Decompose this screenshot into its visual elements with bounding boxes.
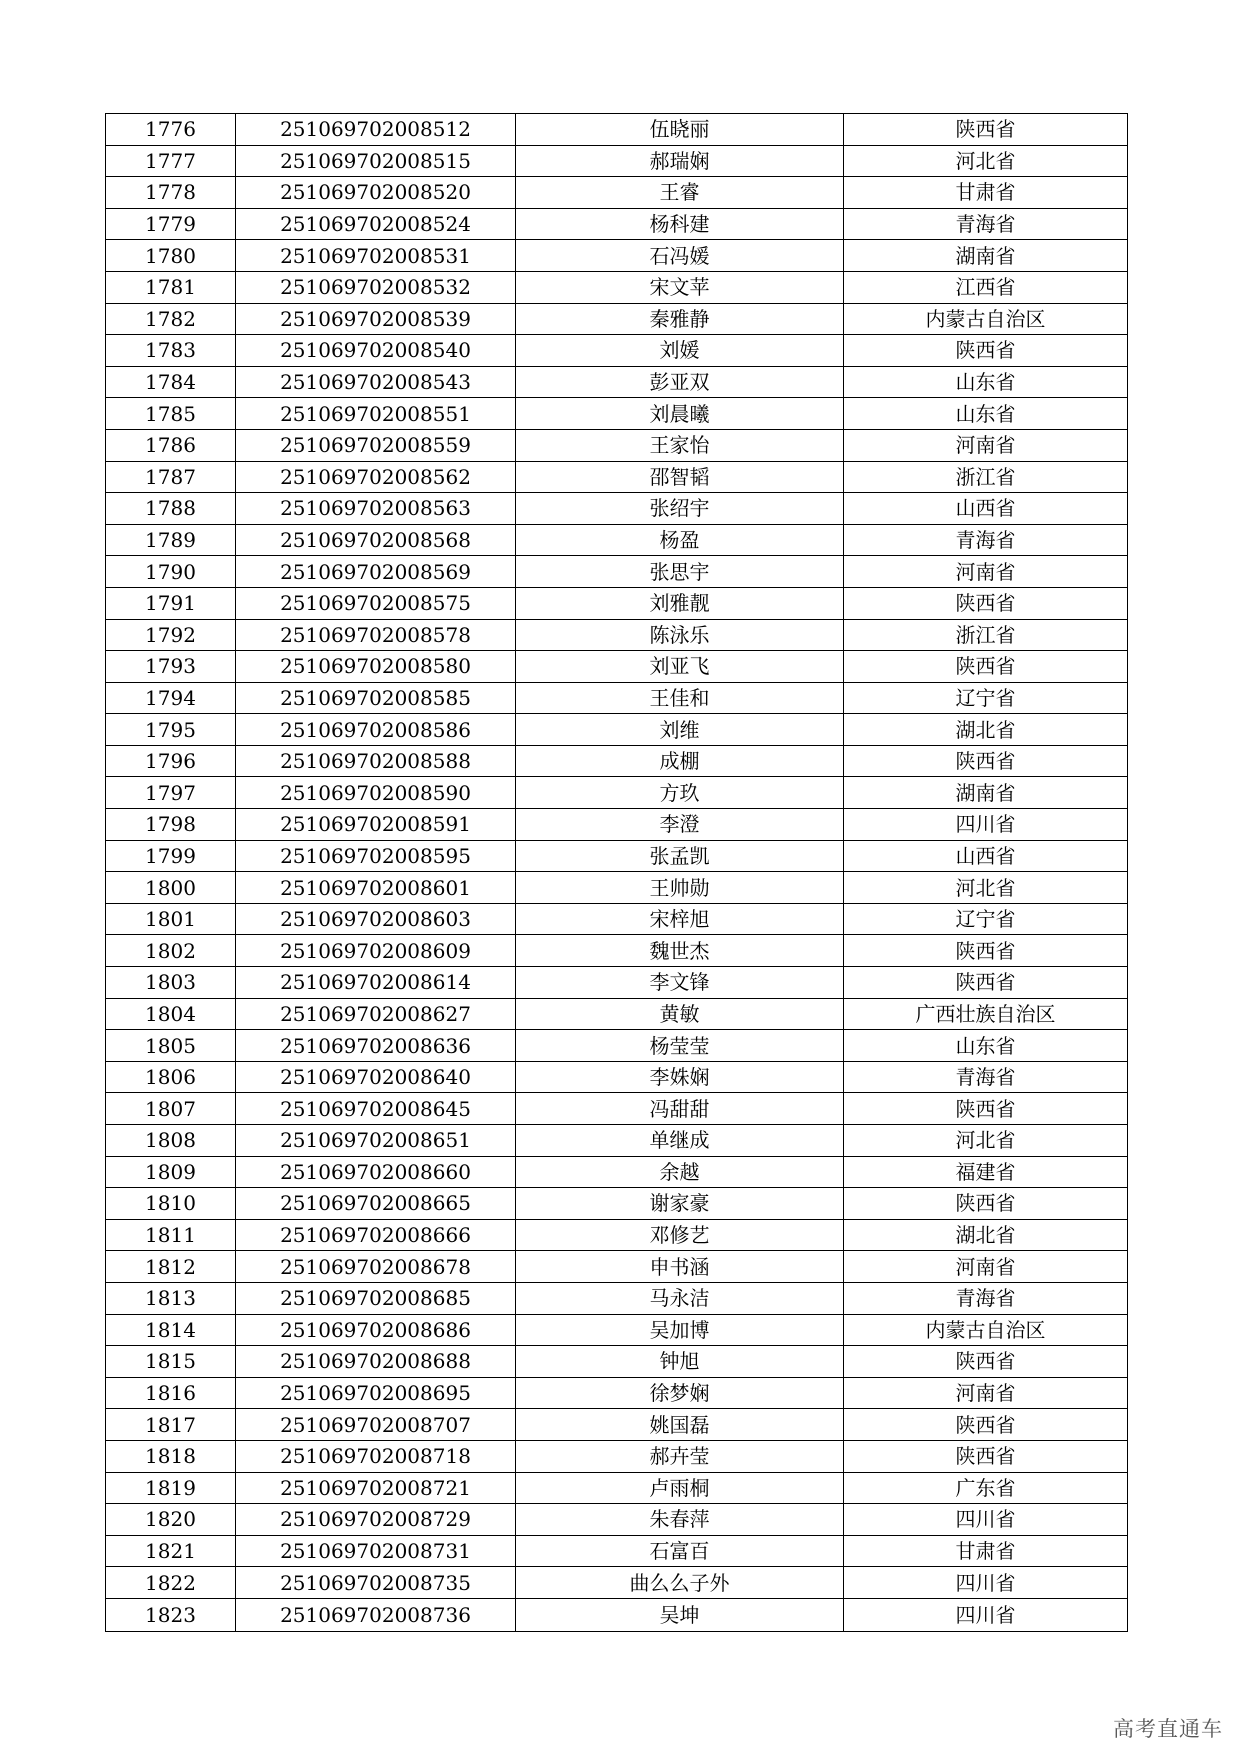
row-number-cell: 1811	[106, 1219, 236, 1251]
name-cell: 杨科建	[516, 208, 844, 240]
table-row	[106, 1125, 1128, 1157]
region-cell: 陕西省	[844, 1093, 1128, 1125]
candidate-id-cell: 251069702008731	[236, 1535, 516, 1567]
row-number-cell: 1776	[106, 114, 236, 146]
row-number-cell: 1797	[106, 777, 236, 809]
name-cell: 徐梦娴	[516, 1377, 844, 1409]
region-cell: 甘肃省	[844, 177, 1128, 209]
region-cell: 山西省	[844, 493, 1128, 525]
name-cell: 余越	[516, 1156, 844, 1188]
region-cell: 陕西省	[844, 587, 1128, 619]
region-cell: 湖南省	[844, 240, 1128, 272]
row-number-cell: 1818	[106, 1440, 236, 1472]
region-cell: 陕西省	[844, 967, 1128, 999]
candidate-id-cell: 251069702008685	[236, 1282, 516, 1314]
name-cell: 张绍宇	[516, 493, 844, 525]
row-number-cell: 1817	[106, 1409, 236, 1441]
table-row	[106, 777, 1128, 809]
region-cell: 浙江省	[844, 461, 1128, 493]
region-cell: 湖北省	[844, 714, 1128, 746]
name-cell: 吴加博	[516, 1314, 844, 1346]
row-number-cell: 1788	[106, 493, 236, 525]
candidate-id-cell: 251069702008585	[236, 682, 516, 714]
candidate-id-cell: 251069702008563	[236, 493, 516, 525]
row-number-cell: 1786	[106, 429, 236, 461]
row-number-cell: 1791	[106, 587, 236, 619]
region-cell: 陕西省	[844, 1346, 1128, 1378]
row-number-cell: 1812	[106, 1251, 236, 1283]
row-number-cell: 1809	[106, 1156, 236, 1188]
name-cell: 成棚	[516, 745, 844, 777]
table-row	[106, 240, 1128, 272]
table-row	[106, 556, 1128, 588]
region-cell: 河南省	[844, 1251, 1128, 1283]
table-row	[106, 1535, 1128, 1567]
region-cell: 浙江省	[844, 619, 1128, 651]
table-row	[106, 208, 1128, 240]
name-cell: 魏世杰	[516, 935, 844, 967]
candidate-id-cell: 251069702008636	[236, 1030, 516, 1062]
row-number-cell: 1795	[106, 714, 236, 746]
region-cell: 山东省	[844, 366, 1128, 398]
name-cell: 张思宇	[516, 556, 844, 588]
region-cell: 陕西省	[844, 1409, 1128, 1441]
candidate-id-cell: 251069702008591	[236, 809, 516, 841]
row-number-cell: 1799	[106, 840, 236, 872]
table-row	[106, 303, 1128, 335]
name-cell: 邓修艺	[516, 1219, 844, 1251]
row-number-cell: 1779	[106, 208, 236, 240]
name-cell: 马永洁	[516, 1282, 844, 1314]
table-row	[106, 1188, 1128, 1220]
region-cell: 陕西省	[844, 335, 1128, 367]
table-row	[106, 366, 1128, 398]
name-cell: 秦雅静	[516, 303, 844, 335]
table-row	[106, 651, 1128, 683]
candidate-id-cell: 251069702008580	[236, 651, 516, 683]
table-row	[106, 1472, 1128, 1504]
table-row	[106, 745, 1128, 777]
region-cell: 四川省	[844, 1598, 1128, 1631]
row-number-cell: 1822	[106, 1567, 236, 1599]
candidate-id-cell: 251069702008721	[236, 1472, 516, 1504]
region-cell: 内蒙古自治区	[844, 1314, 1128, 1346]
candidate-id-cell: 251069702008666	[236, 1219, 516, 1251]
table-row	[106, 493, 1128, 525]
name-cell: 宋文苹	[516, 271, 844, 303]
table-row	[106, 1219, 1128, 1251]
name-cell: 钟旭	[516, 1346, 844, 1378]
region-cell: 河北省	[844, 872, 1128, 904]
region-cell: 河南省	[844, 556, 1128, 588]
region-cell: 青海省	[844, 1282, 1128, 1314]
row-number-cell: 1783	[106, 335, 236, 367]
watermark-text: 高考直通车	[1113, 1717, 1223, 1741]
name-cell: 王帅勋	[516, 872, 844, 904]
table-row	[106, 809, 1128, 841]
name-cell: 李姝娴	[516, 1061, 844, 1093]
name-cell: 王佳和	[516, 682, 844, 714]
row-number-cell: 1823	[106, 1598, 236, 1631]
table-row	[106, 714, 1128, 746]
candidate-id-cell: 251069702008539	[236, 303, 516, 335]
candidate-id-cell: 251069702008578	[236, 619, 516, 651]
table-row	[106, 872, 1128, 904]
name-cell: 吴坤	[516, 1598, 844, 1631]
row-number-cell: 1813	[106, 1282, 236, 1314]
candidate-id-cell: 251069702008569	[236, 556, 516, 588]
table-row	[106, 587, 1128, 619]
name-cell: 刘媛	[516, 335, 844, 367]
candidate-id-cell: 251069702008614	[236, 967, 516, 999]
admission-roster-table	[105, 113, 1128, 1632]
region-cell: 陕西省	[844, 935, 1128, 967]
candidate-id-cell: 251069702008515	[236, 145, 516, 177]
row-number-cell: 1801	[106, 903, 236, 935]
name-cell: 方玖	[516, 777, 844, 809]
row-number-cell: 1785	[106, 398, 236, 430]
region-cell: 陕西省	[844, 651, 1128, 683]
region-cell: 广西壮族自治区	[844, 998, 1128, 1030]
candidate-id-cell: 251069702008686	[236, 1314, 516, 1346]
candidate-id-cell: 251069702008568	[236, 524, 516, 556]
name-cell: 卢雨桐	[516, 1472, 844, 1504]
row-number-cell: 1820	[106, 1504, 236, 1536]
row-number-cell: 1804	[106, 998, 236, 1030]
candidate-id-cell: 251069702008524	[236, 208, 516, 240]
name-cell: 石冯媛	[516, 240, 844, 272]
row-number-cell: 1815	[106, 1346, 236, 1378]
name-cell: 曲么么子外	[516, 1567, 844, 1599]
region-cell: 河北省	[844, 145, 1128, 177]
region-cell: 内蒙古自治区	[844, 303, 1128, 335]
candidate-id-cell: 251069702008559	[236, 429, 516, 461]
name-cell: 李澄	[516, 809, 844, 841]
candidate-id-cell: 251069702008562	[236, 461, 516, 493]
table-row	[106, 114, 1128, 146]
region-cell: 四川省	[844, 1567, 1128, 1599]
row-number-cell: 1790	[106, 556, 236, 588]
name-cell: 黄敏	[516, 998, 844, 1030]
candidate-id-cell: 251069702008543	[236, 366, 516, 398]
row-number-cell: 1803	[106, 967, 236, 999]
name-cell: 王家怡	[516, 429, 844, 461]
row-number-cell: 1794	[106, 682, 236, 714]
name-cell: 冯甜甜	[516, 1093, 844, 1125]
table-row	[106, 903, 1128, 935]
candidate-id-cell: 251069702008736	[236, 1598, 516, 1631]
region-cell: 辽宁省	[844, 903, 1128, 935]
name-cell: 彭亚双	[516, 366, 844, 398]
name-cell: 杨莹莹	[516, 1030, 844, 1062]
candidate-id-cell: 251069702008707	[236, 1409, 516, 1441]
candidate-id-cell: 251069702008586	[236, 714, 516, 746]
name-cell: 杨盈	[516, 524, 844, 556]
name-cell: 伍晓丽	[516, 114, 844, 146]
row-number-cell: 1802	[106, 935, 236, 967]
candidate-id-cell: 251069702008718	[236, 1440, 516, 1472]
row-number-cell: 1808	[106, 1125, 236, 1157]
candidate-id-cell: 251069702008551	[236, 398, 516, 430]
row-number-cell: 1810	[106, 1188, 236, 1220]
candidate-id-cell: 251069702008678	[236, 1251, 516, 1283]
candidate-id-cell: 251069702008590	[236, 777, 516, 809]
candidate-id-cell: 251069702008575	[236, 587, 516, 619]
region-cell: 河北省	[844, 1125, 1128, 1157]
row-number-cell: 1793	[106, 651, 236, 683]
table-row	[106, 1504, 1128, 1536]
candidate-id-cell: 251069702008601	[236, 872, 516, 904]
row-number-cell: 1816	[106, 1377, 236, 1409]
name-cell: 刘雅靓	[516, 587, 844, 619]
table-row	[106, 1061, 1128, 1093]
table-row	[106, 271, 1128, 303]
row-number-cell: 1778	[106, 177, 236, 209]
roster-table-body	[106, 114, 1128, 1632]
region-cell: 山东省	[844, 1030, 1128, 1062]
candidate-id-cell: 251069702008603	[236, 903, 516, 935]
region-cell: 山西省	[844, 840, 1128, 872]
region-cell: 河南省	[844, 1377, 1128, 1409]
row-number-cell: 1780	[106, 240, 236, 272]
table-row	[106, 967, 1128, 999]
candidate-id-cell: 251069702008520	[236, 177, 516, 209]
name-cell: 刘亚飞	[516, 651, 844, 683]
region-cell: 四川省	[844, 1504, 1128, 1536]
candidate-id-cell: 251069702008640	[236, 1061, 516, 1093]
candidate-id-cell: 251069702008531	[236, 240, 516, 272]
name-cell: 郝瑞娴	[516, 145, 844, 177]
region-cell: 陕西省	[844, 1440, 1128, 1472]
name-cell: 谢家豪	[516, 1188, 844, 1220]
name-cell: 王睿	[516, 177, 844, 209]
table-row	[106, 1156, 1128, 1188]
candidate-id-cell: 251069702008651	[236, 1125, 516, 1157]
region-cell: 湖北省	[844, 1219, 1128, 1251]
candidate-id-cell: 251069702008588	[236, 745, 516, 777]
table-row	[106, 840, 1128, 872]
candidate-id-cell: 251069702008645	[236, 1093, 516, 1125]
name-cell: 朱春萍	[516, 1504, 844, 1536]
table-row	[106, 1440, 1128, 1472]
name-cell: 郝卉莹	[516, 1440, 844, 1472]
region-cell: 陕西省	[844, 745, 1128, 777]
row-number-cell: 1777	[106, 145, 236, 177]
candidate-id-cell: 251069702008735	[236, 1567, 516, 1599]
table-row	[106, 1598, 1128, 1631]
table-row	[106, 619, 1128, 651]
name-cell: 宋梓旭	[516, 903, 844, 935]
row-number-cell: 1789	[106, 524, 236, 556]
row-number-cell: 1806	[106, 1061, 236, 1093]
table-row	[106, 998, 1128, 1030]
table-row	[106, 1251, 1128, 1283]
row-number-cell: 1807	[106, 1093, 236, 1125]
table-row	[106, 1567, 1128, 1599]
row-number-cell: 1792	[106, 619, 236, 651]
region-cell: 广东省	[844, 1472, 1128, 1504]
table-row	[106, 524, 1128, 556]
table-row	[106, 1030, 1128, 1062]
candidate-id-cell: 251069702008695	[236, 1377, 516, 1409]
table-row	[106, 429, 1128, 461]
name-cell: 石富百	[516, 1535, 844, 1567]
row-number-cell: 1781	[106, 271, 236, 303]
table-row	[106, 1346, 1128, 1378]
row-number-cell: 1814	[106, 1314, 236, 1346]
name-cell: 申书涵	[516, 1251, 844, 1283]
region-cell: 青海省	[844, 208, 1128, 240]
region-cell: 陕西省	[844, 1188, 1128, 1220]
candidate-id-cell: 251069702008665	[236, 1188, 516, 1220]
region-cell: 青海省	[844, 1061, 1128, 1093]
row-number-cell: 1805	[106, 1030, 236, 1062]
region-cell: 山东省	[844, 398, 1128, 430]
row-number-cell: 1784	[106, 366, 236, 398]
row-number-cell: 1796	[106, 745, 236, 777]
region-cell: 福建省	[844, 1156, 1128, 1188]
region-cell: 四川省	[844, 809, 1128, 841]
row-number-cell: 1798	[106, 809, 236, 841]
name-cell: 邵智韬	[516, 461, 844, 493]
name-cell: 姚国磊	[516, 1409, 844, 1441]
table-row	[106, 1314, 1128, 1346]
candidate-id-cell: 251069702008595	[236, 840, 516, 872]
region-cell: 甘肃省	[844, 1535, 1128, 1567]
candidate-id-cell: 251069702008729	[236, 1504, 516, 1536]
table-row	[106, 461, 1128, 493]
name-cell: 陈泳乐	[516, 619, 844, 651]
candidate-id-cell: 251069702008660	[236, 1156, 516, 1188]
name-cell: 李文锋	[516, 967, 844, 999]
name-cell: 刘维	[516, 714, 844, 746]
candidate-id-cell: 251069702008540	[236, 335, 516, 367]
table-row	[106, 398, 1128, 430]
region-cell: 辽宁省	[844, 682, 1128, 714]
table-row	[106, 935, 1128, 967]
row-number-cell: 1787	[106, 461, 236, 493]
region-cell: 河南省	[844, 429, 1128, 461]
table-row	[106, 145, 1128, 177]
candidate-id-cell: 251069702008627	[236, 998, 516, 1030]
region-cell: 江西省	[844, 271, 1128, 303]
table-row	[106, 1409, 1128, 1441]
table-row	[106, 335, 1128, 367]
candidate-id-cell: 251069702008688	[236, 1346, 516, 1378]
table-row	[106, 1282, 1128, 1314]
row-number-cell: 1782	[106, 303, 236, 335]
row-number-cell: 1800	[106, 872, 236, 904]
candidate-id-cell: 251069702008609	[236, 935, 516, 967]
row-number-cell: 1819	[106, 1472, 236, 1504]
region-cell: 陕西省	[844, 114, 1128, 146]
candidate-id-cell: 251069702008512	[236, 114, 516, 146]
name-cell: 张孟凯	[516, 840, 844, 872]
name-cell: 单继成	[516, 1125, 844, 1157]
table-row	[106, 177, 1128, 209]
table-row	[106, 682, 1128, 714]
region-cell: 青海省	[844, 524, 1128, 556]
name-cell: 刘晨曦	[516, 398, 844, 430]
table-row	[106, 1093, 1128, 1125]
region-cell: 湖南省	[844, 777, 1128, 809]
row-number-cell: 1821	[106, 1535, 236, 1567]
candidate-id-cell: 251069702008532	[236, 271, 516, 303]
table-row	[106, 1377, 1128, 1409]
